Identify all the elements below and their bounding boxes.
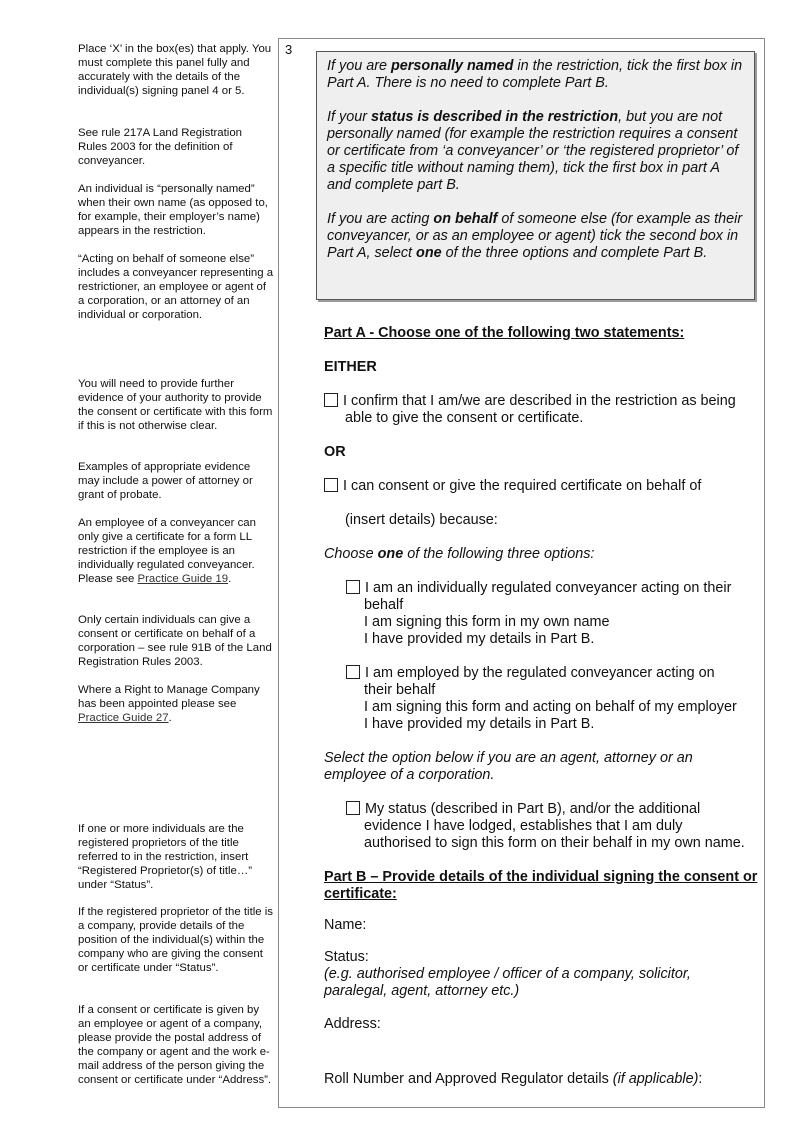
instruction-status-described: If your status is described in the restriction, but you are not personally named (for example the restriction requires a consent or certificate from ‘a conveyancer’ or ‘the registered proprietor’ of a specific title without naming them), tick the first box in part A and complete part B. <box>327 109 739 193</box>
status-hint: (e.g. authorised employee / officer of a company, solicitor, paralegal, agent, attorney etc.) <box>324 966 691 999</box>
address-label: Address: <box>324 1016 381 1032</box>
practice-guide-19-link[interactable]: Practice Guide 19 <box>137 573 229 585</box>
note-employee-conveyancer: An employee of a conveyancer can only give a certificate for a form LL restriction if the employee is an individually regulated conveyancer. Please see Practice Guide 19. <box>78 517 256 585</box>
note-company-proprietor: If the registered proprietor of the title is a company, provide details of the position of the individual(s) within the company who are giving the consent or certificate under “Status”. <box>78 906 274 974</box>
option-employed-by-conveyancer-checkbox[interactable] <box>346 665 360 679</box>
statement-on-behalf-checkbox[interactable] <box>324 478 338 492</box>
option-individual-conveyancer: I am an individually regulated conveyancer acting on their behalf I am signing this form in my own name I have provided my details in Part B. <box>346 580 758 648</box>
choose-one-label: Choose one of the following three options: <box>324 546 595 562</box>
part-a-heading: Part A - Choose one of the following two statements: <box>324 325 685 341</box>
statement-on-behalf-row: I can consent or give the required certificate on behalf of <box>324 478 701 495</box>
note-right-to-manage: Where a Right to Manage Company has been appointed please see Practice Guide 27. <box>78 684 260 724</box>
insert-details-label: (insert details) because: <box>345 512 498 528</box>
instructions-box <box>316 51 755 300</box>
or-label: OR <box>324 444 346 460</box>
status-label: Status: <box>324 949 369 965</box>
option-individual-conveyancer-checkbox[interactable] <box>346 580 360 594</box>
note-personally-named: An individual is “personally named” when their own name (as opposed to, for example, their employer’s name) appears in the restriction. <box>78 183 268 237</box>
note-further-evidence: You will need to provide further evidence of your authority to provide the consent or certificate with this form if this is not otherwise clear. <box>78 378 273 432</box>
option-status-evidence: My status (described in Part B), and/or the additional evidence I have lodged, establishes that I am duly authorised to sign this form on their behalf in my own name. <box>346 801 766 852</box>
select-option-note: Select the option below if you are an agent, attorney or an employee of a corporation. <box>324 750 693 783</box>
roll-number-label: Roll Number and Approved Regulator details (if applicable): <box>324 1071 703 1087</box>
statement-described-row: I confirm that I am/we are described in the restriction as being able to give the consent or certificate. <box>324 393 754 427</box>
either-label: EITHER <box>324 359 377 375</box>
practice-guide-27-link[interactable]: Practice Guide 27 <box>78 712 169 724</box>
note-place-x: Place ‘X’ in the box(es) that apply. You must complete this panel fully and accurately with the details of the individual(s) signing panel 4 or 5. <box>78 43 272 97</box>
instruction-on-behalf: If you are acting on behalf of someone else (for example as their conveyancer, or as an employee or agent) tick the second box in Part A, select one of the three options and complete Part B. <box>327 211 743 261</box>
panel-number: 3 <box>285 42 293 57</box>
instruction-personally-named: If you are personally named in the restriction, tick the first box in Part A. There is no need to complete Part B. <box>327 58 743 91</box>
note-corporation: Only certain individuals can give a consent or certificate on behalf of a corporation – see rule 91B of the Land Registration Rules 2003. <box>78 614 272 668</box>
note-registered-proprietors: If one or more individuals are the registered proprietors of the title referred to in the restriction, insert “Registered Proprietor(s) of title…” under “Status”. <box>78 823 253 891</box>
part-b-heading: Part B – Provide details of the individual signing the consent or certificate: <box>324 869 758 902</box>
note-address: If a consent or certificate is given by an employee or agent of a company, please provide the postal address of the company or agent and the work e-mail address of the person giving the consent or certificate under “Address”. <box>78 1004 272 1086</box>
note-acting-on-behalf: “Acting on behalf of someone else” includes a conveyancer representing a restrictioner, an employee or agent of a corporation, or an attorney of an individual or corporation. <box>78 253 274 321</box>
option-status-evidence-checkbox[interactable] <box>346 801 360 815</box>
statement-described-checkbox[interactable] <box>324 393 338 407</box>
note-evidence-examples: Examples of appropriate evidence may include a power of attorney or grant of probate. <box>78 461 253 501</box>
option-employed-by-conveyancer: I am employed by the regulated conveyancer acting on their behalf I am signing this form and acting on behalf of my employer I have provided my details in Part B. <box>346 665 758 733</box>
name-label: Name: <box>324 917 367 933</box>
note-rule-217a: See rule 217A Land Registration Rules 2003 for the definition of conveyancer. <box>78 127 243 167</box>
